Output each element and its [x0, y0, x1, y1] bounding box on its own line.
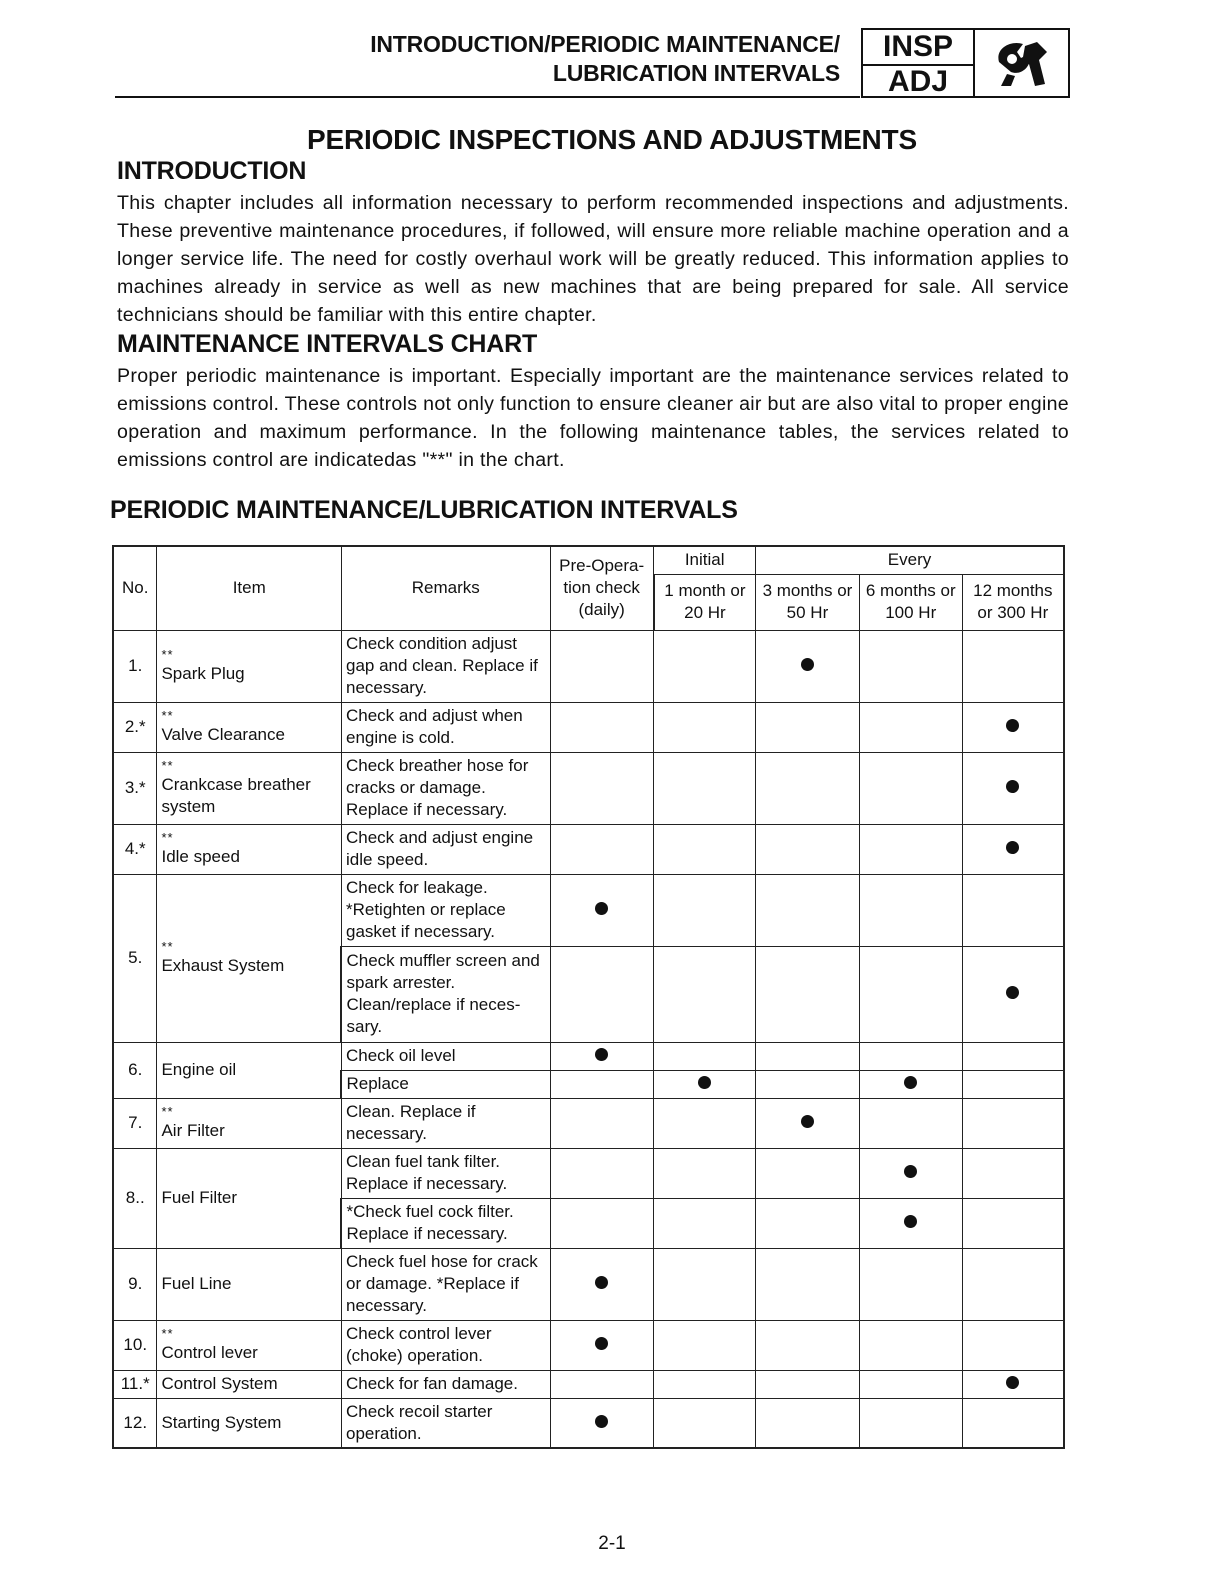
- interval-cell-1m: [654, 1398, 756, 1448]
- chart-section-text: Proper periodic maintenance is important. Especially important are the maintenance services related to emissions control. These controls not only function to ensure cleaner air but are also vital to proper engine operation and maximum performance. In the following maintenance tables, the services related to emissions control are indicatedas "**" in the chart.: [117, 365, 1069, 471]
- interval-cell-12m: [962, 630, 1064, 702]
- remarks-cell: Replace: [341, 1070, 550, 1098]
- interval-cell-6m: [859, 824, 962, 874]
- remarks-cell: Check oil level: [341, 1042, 550, 1070]
- interval-cell-12m: [962, 1370, 1064, 1398]
- interval-cell-preop: [550, 1098, 654, 1148]
- interval-cell-3m: [756, 1398, 860, 1448]
- item-name: Exhaust System: [161, 956, 285, 975]
- badge-separator: [973, 30, 975, 96]
- introduction-heading: INTRODUCTION: [117, 157, 307, 185]
- check-dot: [904, 1076, 917, 1089]
- interval-cell-preop: [550, 1398, 654, 1448]
- item-name: Engine oil: [161, 1060, 237, 1079]
- item-cell: [157, 1248, 342, 1320]
- interval-cell-preop: [550, 702, 654, 752]
- check-dot: [595, 1337, 608, 1350]
- interval-cell-3m: [756, 1320, 860, 1370]
- item-name: Control lever: [161, 1343, 258, 1362]
- badge-insp: INSP: [882, 30, 954, 63]
- emission-marker: **: [161, 830, 174, 845]
- item-number: 10.: [113, 1320, 157, 1370]
- interval-cell-3m: [756, 946, 860, 1042]
- interval-cell-preop: [550, 1042, 654, 1070]
- table-row: [113, 874, 1064, 946]
- header-item: Item: [157, 546, 342, 630]
- interval-cell-1m: [654, 1042, 756, 1070]
- interval-cell-1m: [654, 1198, 756, 1248]
- check-dot: [595, 1048, 608, 1061]
- interval-cell-preop: [550, 752, 654, 824]
- check-dot: [1006, 780, 1019, 793]
- remarks-cell: Check breather hose for cracks or damage. Replace if necessary.: [341, 752, 550, 824]
- item-number: 1.: [113, 630, 157, 702]
- interval-cell-3m: [756, 1198, 860, 1248]
- emission-marker: **: [161, 1326, 174, 1341]
- header-rule: [115, 96, 860, 98]
- header-title-line1: INTRODUCTION/PERIODIC MAINTENANCE/: [370, 31, 840, 57]
- header-title-line2: LUBRICATION INTERVALS: [552, 60, 840, 86]
- emission-marker: **: [161, 1104, 174, 1119]
- interval-cell-12m: [962, 702, 1064, 752]
- interval-cell-6m: [859, 630, 962, 702]
- item-cell: [157, 702, 342, 752]
- item-number: 8..: [113, 1148, 157, 1248]
- item-name: Valve Clearance: [161, 725, 285, 744]
- interval-cell-1m: [654, 946, 756, 1042]
- interval-cell-preop: [550, 874, 654, 946]
- header-initial: Initial: [654, 546, 756, 574]
- emission-marker: **: [161, 939, 174, 954]
- interval-cell-3m: [756, 824, 860, 874]
- header-1-month: 1 month or 20 Hr: [654, 574, 756, 630]
- emission-marker: **: [161, 708, 174, 723]
- item-name: Fuel Filter: [161, 1188, 238, 1207]
- interval-cell-12m: [962, 1098, 1064, 1148]
- interval-cell-preop: [550, 824, 654, 874]
- header-every: Every: [756, 546, 1064, 574]
- item-cell: [157, 1042, 342, 1098]
- interval-cell-12m: [962, 874, 1064, 946]
- interval-cell-3m: [756, 1370, 860, 1398]
- interval-cell-3m: [756, 1248, 860, 1320]
- emission-marker: **: [161, 647, 174, 662]
- interval-cell-1m: [654, 630, 756, 702]
- check-dot: [1006, 986, 1019, 999]
- header-no: No.: [113, 546, 157, 630]
- interval-cell-3m: [756, 1042, 860, 1070]
- table-row: [113, 1148, 1064, 1198]
- interval-cell-6m: [859, 874, 962, 946]
- interval-cell-12m: [962, 1148, 1064, 1198]
- interval-cell-1m: [654, 1248, 756, 1320]
- check-dot: [1006, 719, 1019, 732]
- badge-adj: ADJ: [887, 65, 948, 98]
- interval-cell-3m: [756, 702, 860, 752]
- page-title: PERIODIC INSPECTIONS AND ADJUSTMENTS: [307, 124, 917, 155]
- interval-cell-preop: [550, 1070, 654, 1098]
- table-row: [113, 1370, 1064, 1398]
- header-remarks: Remarks: [341, 546, 550, 630]
- interval-cell-3m: [756, 1148, 860, 1198]
- interval-cell-6m: [859, 752, 962, 824]
- header-6-months: 6 months or 100 Hr: [859, 574, 962, 630]
- item-name: Spark Plug: [161, 664, 245, 683]
- interval-cell-12m: [962, 1042, 1064, 1070]
- check-dot: [595, 1415, 608, 1428]
- table-row: [113, 1042, 1064, 1070]
- item-name: Starting System: [161, 1412, 282, 1432]
- item-cell: [157, 1370, 342, 1398]
- wrench-and-screwdriver-icon: [985, 38, 1055, 90]
- check-dot: [801, 1115, 814, 1128]
- maintenance-table: [112, 545, 1065, 1449]
- interval-cell-1m: [654, 1148, 756, 1198]
- interval-cell-12m: [962, 1070, 1064, 1098]
- item-cell: [157, 752, 342, 824]
- interval-cell-3m: [756, 874, 860, 946]
- page-number: 2-1: [598, 1533, 626, 1554]
- table-title: PERIODIC MAINTENANCE/LUBRICATION INTERVALS: [110, 496, 738, 524]
- interval-cell-12m: [962, 946, 1064, 1042]
- interval-cell-1m: [654, 1070, 756, 1098]
- interval-cell-1m: [654, 1370, 756, 1398]
- interval-cell-6m: [859, 1042, 962, 1070]
- interval-cell-preop: [550, 1370, 654, 1398]
- interval-cell-6m: [859, 702, 962, 752]
- item-name: Crankcase breather system: [161, 775, 311, 816]
- remarks-cell: Clean fuel tank filter. Replace if necessary.: [341, 1148, 550, 1198]
- interval-cell-12m: [962, 1248, 1064, 1320]
- check-dot: [904, 1165, 917, 1178]
- remarks-cell: Check for fan damage.: [341, 1370, 550, 1398]
- emission-marker: **: [161, 758, 174, 773]
- remarks-cell: Check and adjust engine idle speed.: [341, 824, 550, 874]
- interval-cell-6m: [859, 1098, 962, 1148]
- table-row: [113, 824, 1064, 874]
- interval-cell-1m: [654, 1098, 756, 1148]
- item-name: Air Filter: [161, 1121, 225, 1140]
- remarks-cell: Check recoil starter operation.: [341, 1398, 550, 1448]
- interval-cell-12m: [962, 1198, 1064, 1248]
- interval-cell-12m: [962, 1398, 1064, 1448]
- remarks-cell: Check condition adjust gap and clean. Replace if necessary.: [341, 630, 550, 702]
- interval-cell-3m: [756, 1070, 860, 1098]
- interval-cell-12m: [962, 752, 1064, 824]
- table-row: [113, 702, 1064, 752]
- check-dot: [904, 1215, 917, 1228]
- header-3-months: 3 months or 50 Hr: [756, 574, 860, 630]
- interval-cell-6m: [859, 1320, 962, 1370]
- interval-cell-6m: [859, 1398, 962, 1448]
- header-12-months: 12 months or 300 Hr: [962, 574, 1064, 630]
- section-badge: [861, 28, 1070, 98]
- check-dot: [1006, 841, 1019, 854]
- interval-cell-preop: [550, 1320, 654, 1370]
- interval-cell-preop: [550, 1198, 654, 1248]
- item-number: 9.: [113, 1248, 157, 1320]
- interval-cell-preop: [550, 1148, 654, 1198]
- table-row: [113, 1320, 1064, 1370]
- introduction-text: This chapter includes all information necessary to perform recommended inspections and adjustments. These preventive maintenance procedures, if followed, will ensure more reliable machine operation and a longer service life. The need for costly overhaul work will be greatly reduced. This information applies to machines already in service as well as new machines that are being prepared for sale. All service technicians should be familiar with this entire chapter.: [117, 192, 1069, 326]
- item-number: 12.: [113, 1398, 157, 1448]
- check-dot: [801, 658, 814, 671]
- interval-cell-preop: [550, 630, 654, 702]
- table-row: [113, 1248, 1064, 1320]
- interval-cell-3m: [756, 752, 860, 824]
- table-row: [113, 1098, 1064, 1148]
- item-cell: [157, 1148, 342, 1248]
- interval-cell-1m: [654, 1320, 756, 1370]
- item-cell: [157, 824, 342, 874]
- interval-cell-12m: [962, 1320, 1064, 1370]
- remarks-cell: Check muffler screen and spark arrester. Clean/replace if neces-sary.: [341, 946, 550, 1042]
- remarks-cell: Clean. Replace if necessary.: [341, 1098, 550, 1148]
- interval-cell-1m: [654, 752, 756, 824]
- item-number: 4.*: [113, 824, 157, 874]
- interval-cell-12m: [962, 824, 1064, 874]
- item-cell: [157, 1098, 342, 1148]
- item-number: 3.*: [113, 752, 157, 824]
- interval-cell-6m: [859, 1198, 962, 1248]
- interval-cell-6m: [859, 1370, 962, 1398]
- item-number: 2.*: [113, 702, 157, 752]
- item-name: Control System: [161, 1374, 278, 1393]
- interval-cell-6m: [859, 1148, 962, 1198]
- check-dot: [1006, 1376, 1019, 1389]
- item-cell: [157, 1398, 342, 1448]
- item-number: 6.: [113, 1042, 157, 1098]
- remarks-cell: Check fuel hose for crack or damage. *Replace if necessary.: [341, 1248, 550, 1320]
- item-name: Fuel Line: [161, 1274, 232, 1293]
- item-number: 11.*: [113, 1370, 157, 1398]
- interval-cell-preop: [550, 1248, 654, 1320]
- interval-cell-3m: [756, 630, 860, 702]
- item-number: 7.: [113, 1098, 157, 1148]
- remarks-cell: Check for leakage. *Retighten or replace gasket if necessary.: [341, 874, 550, 946]
- chart-section-heading: MAINTENANCE INTERVALS CHART: [117, 330, 538, 358]
- remarks-cell: *Check fuel cock filter. Replace if necessary.: [341, 1198, 550, 1248]
- item-name: Idle speed: [161, 847, 240, 866]
- interval-cell-6m: [859, 1070, 962, 1098]
- item-cell: [157, 874, 342, 1042]
- interval-cell-1m: [654, 874, 756, 946]
- table-row: [113, 752, 1064, 824]
- check-dot: [595, 1276, 608, 1289]
- check-dot: [595, 902, 608, 915]
- table-row: [113, 1398, 1064, 1448]
- header-preop: Pre-Opera-tion check (daily): [550, 546, 654, 630]
- section-header: [370, 30, 840, 88]
- interval-cell-6m: [859, 946, 962, 1042]
- table-row: [113, 630, 1064, 702]
- remarks-cell: Check control lever (choke) operation.: [341, 1320, 550, 1370]
- interval-cell-preop: [550, 946, 654, 1042]
- remarks-cell: Check and adjust when engine is cold.: [341, 702, 550, 752]
- interval-cell-1m: [654, 702, 756, 752]
- check-dot: [698, 1076, 711, 1089]
- item-number: 5.: [113, 874, 157, 1042]
- interval-cell-3m: [756, 1098, 860, 1148]
- interval-cell-1m: [654, 824, 756, 874]
- item-cell: [157, 630, 342, 702]
- item-cell: [157, 1320, 342, 1370]
- interval-cell-6m: [859, 1248, 962, 1320]
